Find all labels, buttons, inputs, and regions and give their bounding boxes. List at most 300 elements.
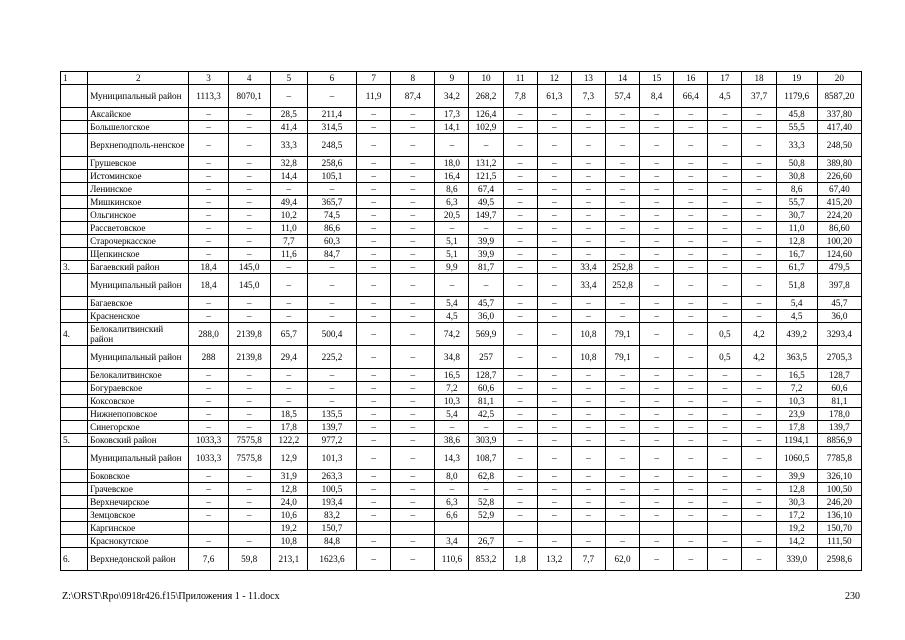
row-number: [61, 183, 88, 196]
table-cell: –: [503, 447, 537, 470]
row-number: [61, 496, 88, 509]
territory-name: Верхнеподполь-ненское: [88, 134, 189, 157]
table-cell: 42,5: [469, 408, 503, 421]
table-cell: –: [571, 470, 605, 483]
table-cell: 339,0: [776, 548, 817, 571]
table-cell: –: [537, 323, 571, 346]
table-cell: –: [391, 170, 435, 183]
table-cell: –: [391, 434, 435, 447]
table-cell: 59,8: [228, 548, 270, 571]
table-cell: –: [605, 408, 639, 421]
table-cell: –: [640, 222, 674, 235]
table-cell: –: [708, 209, 742, 222]
table-cell: –: [708, 395, 742, 408]
column-header: 16: [674, 72, 708, 85]
table-cell: –: [228, 408, 270, 421]
table-cell: –: [605, 157, 639, 170]
table-cell: 84,7: [307, 248, 356, 261]
table-row: [61, 408, 862, 421]
table-cell: 29,4: [270, 346, 307, 369]
table-cell: –: [391, 509, 435, 522]
table-cell: 17,3: [435, 108, 469, 121]
table-cell: 16,7: [776, 248, 817, 261]
table-cell: –: [742, 310, 776, 323]
table-cell: –: [357, 483, 391, 496]
table-cell: –: [357, 323, 391, 346]
table-cell: –: [228, 535, 270, 548]
territory-name: Муниципальный район: [88, 447, 189, 470]
table-cell: 124,60: [817, 248, 861, 261]
table-cell: –: [674, 209, 708, 222]
table-cell: 136,10: [817, 509, 861, 522]
table-cell: –: [640, 323, 674, 346]
table-cell: –: [357, 157, 391, 170]
table-cell: 55,7: [776, 196, 817, 209]
table-cell: –: [674, 382, 708, 395]
table-cell: –: [228, 382, 270, 395]
table-cell: –: [503, 509, 537, 522]
table-cell: –: [571, 121, 605, 134]
row-number: [61, 196, 88, 209]
table-cell: –: [571, 447, 605, 470]
territory-name: Боковский район: [88, 434, 189, 447]
table-cell: 288: [189, 346, 228, 369]
table-cell: 4,2: [742, 346, 776, 369]
table-cell: –: [742, 222, 776, 235]
column-header: 5: [270, 72, 307, 85]
table-cell: –: [742, 447, 776, 470]
table-cell: 246,20: [817, 496, 861, 509]
table-cell: [640, 522, 674, 535]
table-cell: [391, 522, 435, 535]
table-cell: –: [605, 134, 639, 157]
table-cell: 57,4: [605, 85, 639, 108]
table-cell: –: [270, 261, 307, 274]
table-cell: 7,2: [776, 382, 817, 395]
table-cell: –: [189, 382, 228, 395]
table-cell: –: [742, 157, 776, 170]
table-cell: –: [640, 509, 674, 522]
table-row: [61, 548, 862, 571]
table-cell: –: [228, 297, 270, 310]
table-cell: –: [357, 346, 391, 369]
table-cell: –: [307, 261, 356, 274]
table-cell: –: [571, 235, 605, 248]
table-body: [61, 72, 862, 571]
table-cell: –: [228, 310, 270, 323]
row-number: [61, 522, 88, 535]
table-cell: –: [537, 483, 571, 496]
table-cell: 38,6: [435, 434, 469, 447]
table-cell: –: [189, 222, 228, 235]
territory-name: Рассветовское: [88, 222, 189, 235]
table-cell: –: [189, 108, 228, 121]
table-cell: –: [189, 310, 228, 323]
table-cell: –: [189, 395, 228, 408]
table-cell: –: [640, 121, 674, 134]
table-cell: 139,7: [817, 421, 861, 434]
row-number: [61, 274, 88, 297]
table-cell: –: [605, 447, 639, 470]
table-row: [61, 222, 862, 235]
table-row: [61, 248, 862, 261]
table-cell: 10,3: [435, 395, 469, 408]
table-cell: –: [742, 248, 776, 261]
table-cell: 7,7: [270, 235, 307, 248]
table-cell: –: [674, 408, 708, 421]
row-number: [61, 134, 88, 157]
table-row: [61, 395, 862, 408]
table-cell: –: [708, 274, 742, 297]
table-cell: 314,5: [307, 121, 356, 134]
table-cell: 6,6: [435, 509, 469, 522]
column-header: 7: [357, 72, 391, 85]
table-cell: 18,5: [270, 408, 307, 421]
table-cell: 41,4: [270, 121, 307, 134]
table-cell: –: [391, 121, 435, 134]
table-cell: –: [503, 408, 537, 421]
table-cell: 417,40: [817, 121, 861, 134]
table-cell: –: [742, 382, 776, 395]
table-cell: –: [228, 134, 270, 157]
table-cell: –: [605, 509, 639, 522]
row-number: [61, 509, 88, 522]
table-cell: 7,8: [503, 85, 537, 108]
table-cell: –: [674, 434, 708, 447]
row-number: 4.: [61, 323, 88, 346]
table-cell: 30,8: [776, 170, 817, 183]
table-cell: –: [503, 157, 537, 170]
row-number: [61, 209, 88, 222]
table-cell: 67,40: [817, 183, 861, 196]
table-cell: –: [357, 395, 391, 408]
table-row: [61, 323, 862, 346]
table-cell: 1194,1: [776, 434, 817, 447]
table-cell: –: [605, 121, 639, 134]
table-cell: –: [742, 395, 776, 408]
table-cell: –: [357, 434, 391, 447]
table-cell: –: [469, 134, 503, 157]
table-cell: –: [674, 222, 708, 235]
table-cell: 87,4: [391, 85, 435, 108]
column-header: 11: [503, 72, 537, 85]
table-cell: 178,0: [817, 408, 861, 421]
table-cell: 248,50: [817, 134, 861, 157]
table-cell: –: [605, 235, 639, 248]
column-header: 4: [228, 72, 270, 85]
table-cell: 1033,3: [189, 434, 228, 447]
table-cell: 0,5: [708, 323, 742, 346]
table-cell: –: [391, 395, 435, 408]
table-cell: [742, 522, 776, 535]
table-cell: 122,2: [270, 434, 307, 447]
table-cell: –: [189, 196, 228, 209]
table-cell: 5,4: [435, 297, 469, 310]
table-cell: 60,6: [469, 382, 503, 395]
table-cell: –: [537, 297, 571, 310]
table-cell: –: [391, 408, 435, 421]
table-cell: –: [537, 369, 571, 382]
table-cell: –: [435, 421, 469, 434]
table-cell: –: [571, 134, 605, 157]
row-number: [61, 470, 88, 483]
table-cell: 14,4: [270, 170, 307, 183]
table-cell: –: [742, 274, 776, 297]
table-cell: –: [537, 509, 571, 522]
row-number: [61, 421, 88, 434]
table-cell: [469, 522, 503, 535]
table-cell: –: [537, 134, 571, 157]
table-cell: 33,4: [571, 261, 605, 274]
table-cell: 37,7: [742, 85, 776, 108]
table-cell: –: [391, 157, 435, 170]
table-cell: –: [503, 421, 537, 434]
table-cell: –: [391, 183, 435, 196]
table-cell: 74,2: [435, 323, 469, 346]
table-cell: 45,7: [817, 297, 861, 310]
table-cell: –: [270, 310, 307, 323]
table-cell: –: [391, 323, 435, 346]
table-cell: –: [742, 483, 776, 496]
table-cell: –: [708, 134, 742, 157]
table-cell: 9,9: [435, 261, 469, 274]
table-cell: –: [537, 196, 571, 209]
table-cell: –: [742, 369, 776, 382]
table-cell: –: [674, 421, 708, 434]
table-cell: 211,4: [307, 108, 356, 121]
table-cell: 18,0: [435, 157, 469, 170]
table-cell: –: [435, 222, 469, 235]
table-cell: –: [469, 483, 503, 496]
table-cell: –: [357, 310, 391, 323]
table-cell: 977,2: [307, 434, 356, 447]
table-cell: –: [674, 108, 708, 121]
table-cell: –: [469, 274, 503, 297]
row-number: [61, 235, 88, 248]
territory-name: Коксовское: [88, 395, 189, 408]
table-cell: –: [503, 274, 537, 297]
table-row: [61, 157, 862, 170]
table-cell: –: [571, 496, 605, 509]
table-cell: 224,20: [817, 209, 861, 222]
table-cell: –: [503, 183, 537, 196]
territory-name: Красненское: [88, 310, 189, 323]
table-cell: 18,4: [189, 261, 228, 274]
table-cell: 1,8: [503, 548, 537, 571]
table-cell: 10,2: [270, 209, 307, 222]
table-cell: 62,8: [469, 470, 503, 483]
table-cell: –: [640, 196, 674, 209]
table-cell: –: [674, 274, 708, 297]
territory-name: Грачевское: [88, 483, 189, 496]
table-cell: –: [270, 297, 307, 310]
territory-name: Грушевское: [88, 157, 189, 170]
table-row: [61, 183, 862, 196]
table-cell: 326,10: [817, 470, 861, 483]
table-cell: –: [708, 108, 742, 121]
row-number: [61, 248, 88, 261]
table-cell: –: [391, 382, 435, 395]
table-cell: –: [605, 297, 639, 310]
territory-name: Старочеркасское: [88, 235, 189, 248]
table-cell: –: [742, 235, 776, 248]
table-cell: 479,5: [817, 261, 861, 274]
table-cell: –: [708, 509, 742, 522]
table-cell: 193,4: [307, 496, 356, 509]
table-cell: –: [357, 274, 391, 297]
column-header: 15: [640, 72, 674, 85]
table-cell: –: [189, 496, 228, 509]
table-cell: –: [708, 157, 742, 170]
table-cell: –: [571, 222, 605, 235]
table-cell: –: [674, 496, 708, 509]
table-cell: 11,0: [776, 222, 817, 235]
column-header: 2: [88, 72, 189, 85]
table-cell: 853,2: [469, 548, 503, 571]
table-cell: –: [357, 222, 391, 235]
table-row: [61, 496, 862, 509]
table-cell: –: [228, 421, 270, 434]
table-cell: –: [189, 248, 228, 261]
table-cell: 5,4: [435, 408, 469, 421]
table-cell: –: [503, 222, 537, 235]
table-cell: 4,5: [776, 310, 817, 323]
table-cell: –: [537, 346, 571, 369]
table-cell: 263,3: [307, 470, 356, 483]
table-cell: –: [674, 121, 708, 134]
table-cell: 36,0: [469, 310, 503, 323]
table-cell: –: [674, 170, 708, 183]
table-cell: –: [307, 310, 356, 323]
table-cell: 12,8: [776, 483, 817, 496]
table-cell: –: [674, 483, 708, 496]
table-cell: –: [228, 157, 270, 170]
table-cell: –: [571, 248, 605, 261]
table-cell: 415,20: [817, 196, 861, 209]
column-header: 12: [537, 72, 571, 85]
table-cell: [357, 522, 391, 535]
table-cell: –: [189, 421, 228, 434]
table-cell: –: [357, 261, 391, 274]
table-cell: –: [357, 369, 391, 382]
table-cell: –: [228, 209, 270, 222]
table-cell: 213,1: [270, 548, 307, 571]
table-cell: 11,0: [270, 222, 307, 235]
table-cell: –: [307, 382, 356, 395]
table-cell: –: [742, 408, 776, 421]
table-cell: 288,0: [189, 323, 228, 346]
column-header: 17: [708, 72, 742, 85]
table-cell: –: [391, 535, 435, 548]
table-cell: 110,6: [435, 548, 469, 571]
table-cell: 3293,4: [817, 323, 861, 346]
table-cell: –: [640, 470, 674, 483]
table-cell: –: [640, 346, 674, 369]
table-cell: –: [391, 108, 435, 121]
table-cell: –: [640, 369, 674, 382]
table-cell: –: [708, 496, 742, 509]
table-cell: 79,1: [605, 323, 639, 346]
table-cell: –: [503, 346, 537, 369]
table-cell: 100,5: [307, 483, 356, 496]
table-cell: –: [674, 157, 708, 170]
table-cell: 100,50: [817, 483, 861, 496]
territory-name: Багаевский район: [88, 261, 189, 274]
table-cell: –: [307, 297, 356, 310]
row-number: 3.: [61, 261, 88, 274]
table-cell: 131,2: [469, 157, 503, 170]
table-cell: –: [189, 483, 228, 496]
table-cell: –: [571, 297, 605, 310]
table-cell: –: [674, 346, 708, 369]
table-cell: –: [228, 222, 270, 235]
territory-name: Верхнечирское: [88, 496, 189, 509]
territory-name: Муниципальный район: [88, 85, 189, 108]
table-cell: 86,60: [817, 222, 861, 235]
table-cell: –: [503, 235, 537, 248]
table-cell: 61,3: [537, 85, 571, 108]
table-cell: 3,4: [435, 535, 469, 548]
table-cell: 83,2: [307, 509, 356, 522]
table-cell: –: [228, 183, 270, 196]
table-cell: 4,5: [435, 310, 469, 323]
table-cell: –: [742, 108, 776, 121]
table-cell: –: [189, 509, 228, 522]
table-cell: –: [571, 382, 605, 395]
table-cell: –: [391, 196, 435, 209]
column-header: 14: [605, 72, 639, 85]
table-cell: –: [708, 434, 742, 447]
table-cell: –: [640, 209, 674, 222]
column-header: 6: [307, 72, 356, 85]
table-cell: –: [435, 134, 469, 157]
table-cell: 2598,6: [817, 548, 861, 571]
table-cell: –: [605, 395, 639, 408]
table-cell: –: [708, 470, 742, 483]
table-cell: –: [307, 274, 356, 297]
table-cell: –: [537, 108, 571, 121]
table-cell: 102,9: [469, 121, 503, 134]
table-cell: –: [391, 209, 435, 222]
table-cell: –: [391, 222, 435, 235]
table-cell: [674, 522, 708, 535]
table-cell: –: [742, 170, 776, 183]
table-cell: 50,8: [776, 157, 817, 170]
table-cell: 145,0: [228, 261, 270, 274]
table-cell: –: [708, 261, 742, 274]
table-cell: 7785,8: [817, 447, 861, 470]
table-cell: –: [503, 134, 537, 157]
table-cell: 1033,3: [189, 447, 228, 470]
table-cell: 7,6: [189, 548, 228, 571]
table-cell: 51,8: [776, 274, 817, 297]
territory-name: Нижнепоповское: [88, 408, 189, 421]
table-cell: –: [708, 421, 742, 434]
table-cell: 128,7: [817, 369, 861, 382]
table-cell: 31,9: [270, 470, 307, 483]
table-cell: 268,2: [469, 85, 503, 108]
territory-name: Багаевское: [88, 297, 189, 310]
table-cell: –: [708, 248, 742, 261]
table-cell: 17,8: [776, 421, 817, 434]
table-cell: –: [503, 434, 537, 447]
table-cell: –: [571, 170, 605, 183]
table-cell: –: [674, 470, 708, 483]
table-cell: –: [189, 121, 228, 134]
table-cell: 7,3: [571, 85, 605, 108]
table-cell: –: [537, 535, 571, 548]
column-header: 19: [776, 72, 817, 85]
